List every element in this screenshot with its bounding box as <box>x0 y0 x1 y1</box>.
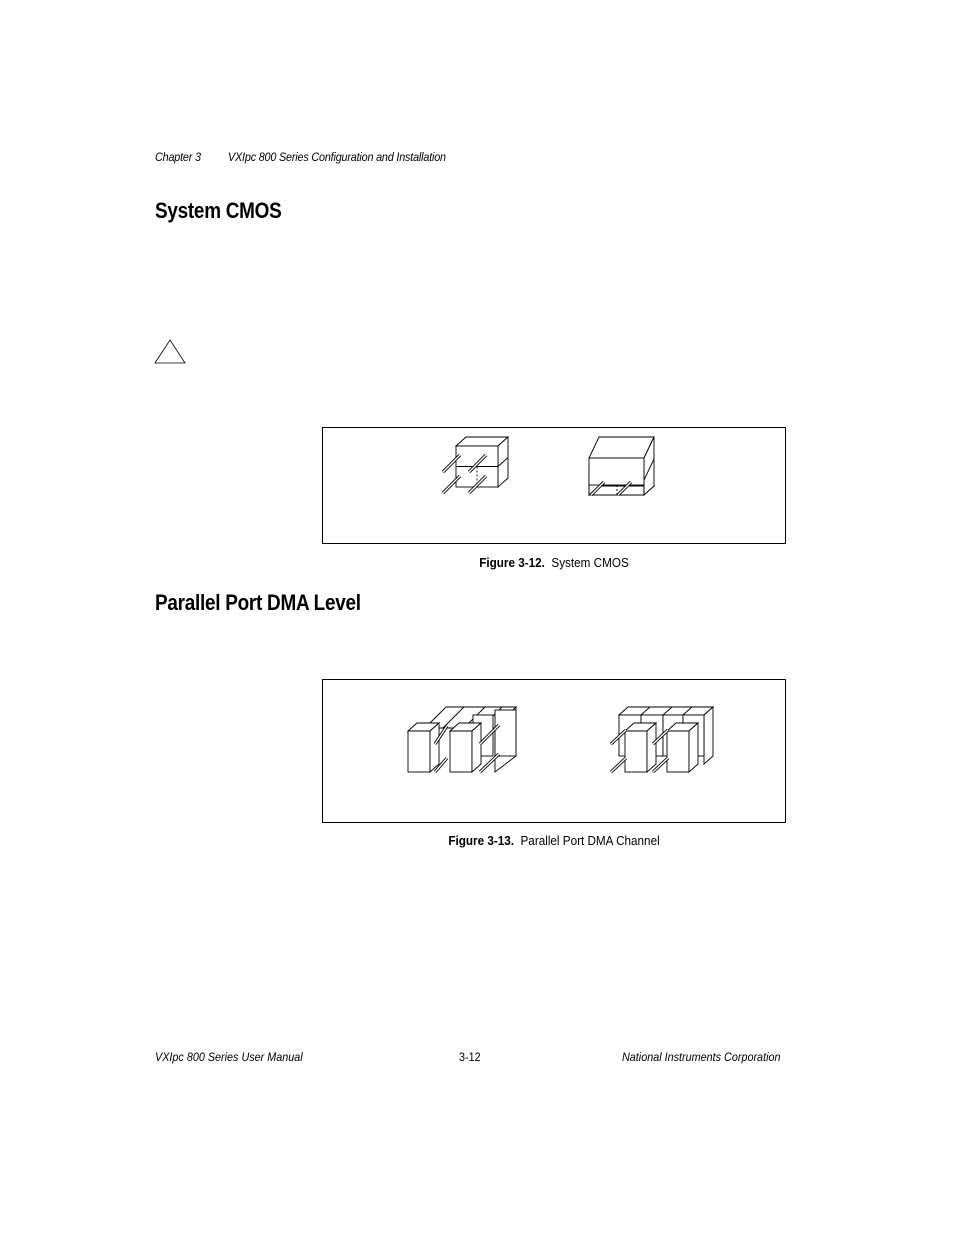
figure-3-12-caption <box>345 555 763 570</box>
header-chapter: Chapter 3 <box>155 150 201 164</box>
figure-label: Figure 3-12. <box>479 555 545 570</box>
footer-page-number: 3-12 <box>459 1050 481 1064</box>
section-heading-system-cmos: System CMOS <box>155 198 282 223</box>
figure-3-13-box <box>322 679 786 823</box>
footer-company: National Instruments Corporation <box>622 1050 781 1064</box>
footer-manual-title: VXIpc 800 Series User Manual <box>155 1050 303 1064</box>
header-chapter-title: VXIpc 800 Series Configuration and Installation <box>228 150 446 164</box>
figure-label: Figure 3-13. <box>448 833 514 848</box>
jumper-diagram-dma-channel <box>323 680 785 822</box>
caution-triangle-icon <box>154 339 186 365</box>
figure-title: Parallel Port DMA Channel <box>520 833 660 848</box>
jumper-diagram-system-cmos <box>323 428 785 543</box>
figure-title: System CMOS <box>551 555 629 570</box>
figure-3-12-box <box>322 427 786 544</box>
section-heading-parallel-port-dma-level: Parallel Port DMA Level <box>155 590 361 615</box>
figure-3-13-caption <box>345 833 763 848</box>
